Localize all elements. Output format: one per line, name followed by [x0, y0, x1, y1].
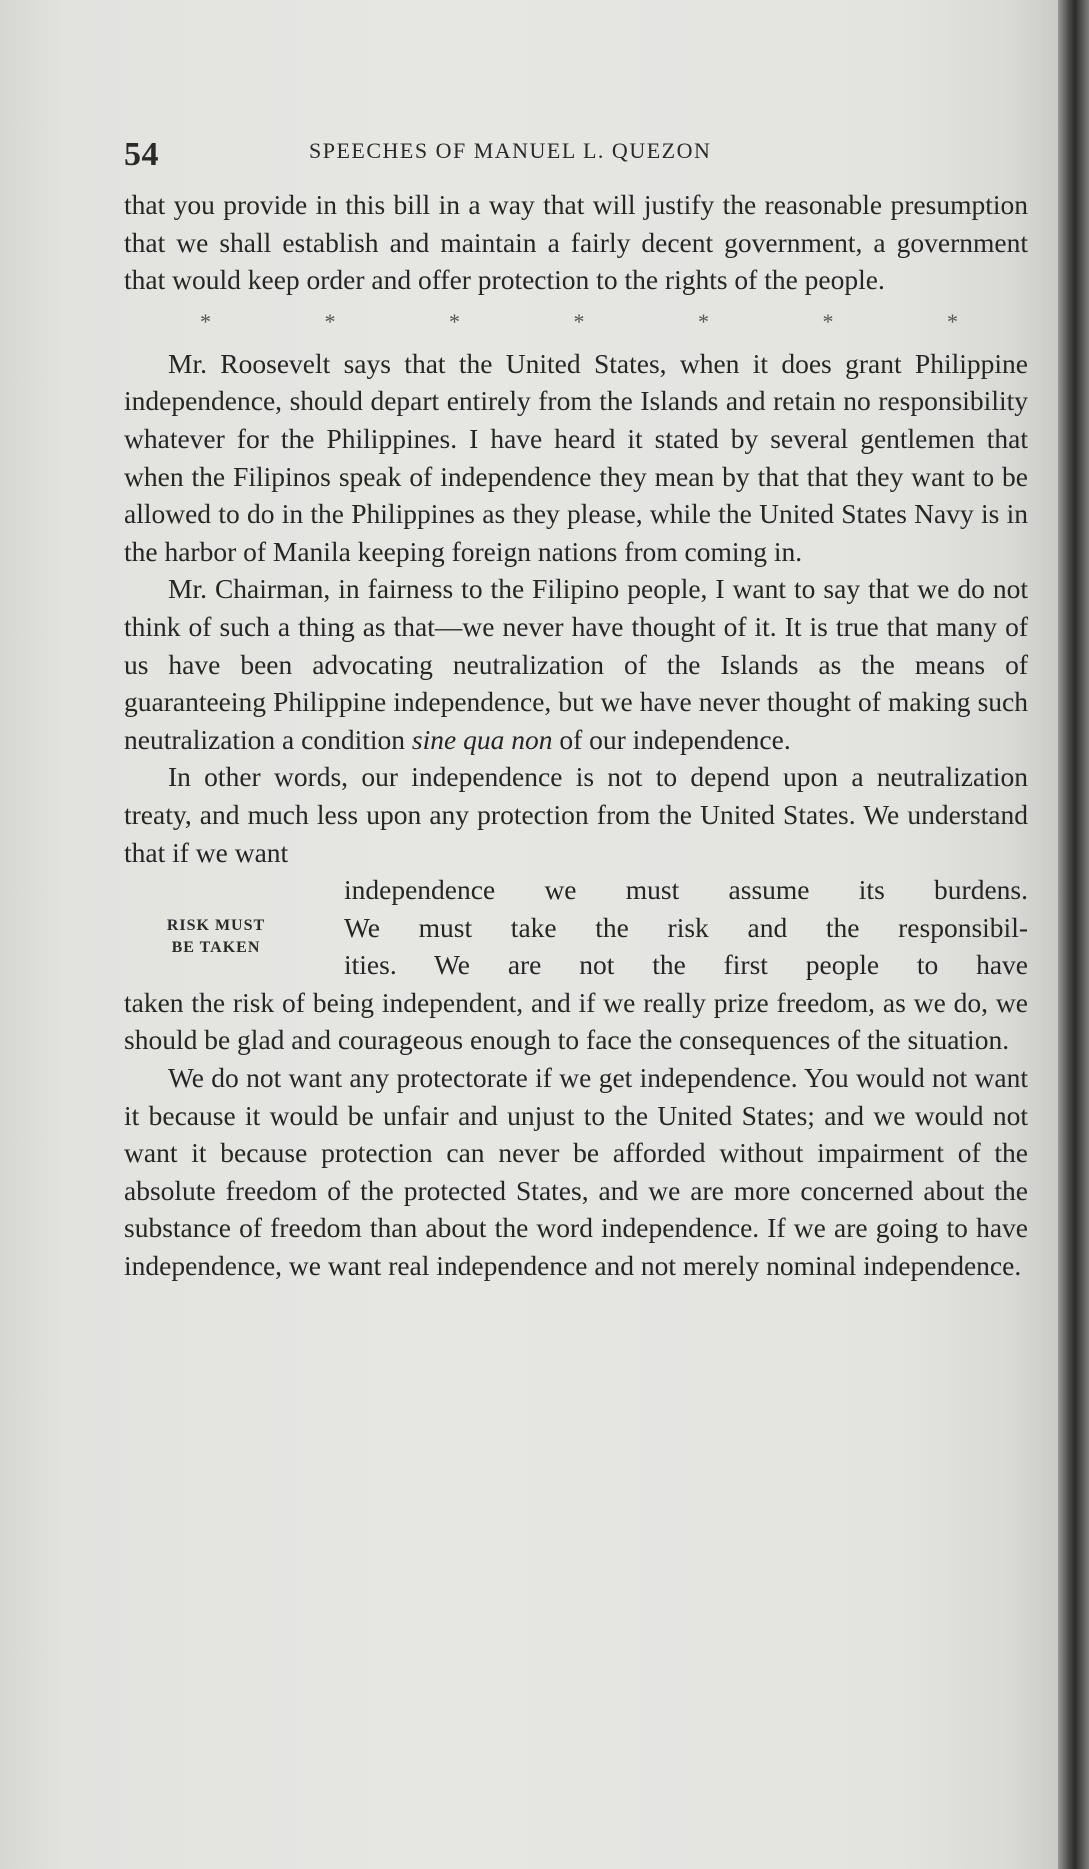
separator-asterisk: *: [324, 308, 336, 334]
margin-note-line: RISK MUST: [166, 917, 266, 935]
text-line: We must take the risk and the responsibil-: [344, 911, 1028, 943]
separator-asterisk: *: [822, 308, 834, 334]
paragraph-roosevelt: Mr. Roosevelt says that the United States, when it does grant Philippine independence, should depart entirely from the Islands and retain no responsibility whatever for the Philippines. I have heard it stated by several gentlemen that when the Filipinos speak of independence they mean by that that they want to be allowed to do in the Philippines as they please, while the United States Navy is in the harbor of Manila keeping foreign nations from coming in.: [124, 347, 1028, 567]
paragraph-chairman: [124, 570, 1028, 758]
margin-note-line: BE TAKEN: [171, 939, 261, 957]
body-text: [124, 186, 1028, 1285]
paragraph-text: Mr. Chairman, in fairness to the Filipino people, I want to say that we do not think of such a thing as that—we never have thought of it. It is true that many of us have been advocating neutralization of the Islands as the means of guaranteeing Philippine independence, but we have never thought of making such neutralization a condition: [124, 573, 1028, 755]
separator-asterisk: *: [573, 308, 585, 334]
paragraph-protectorate: We do not want any protectorate if we get independence. You would not want it because it would be unfair and unjust to the United States; and we would not want it because protection can never be afforded without impairment of the absolute freedom of the protected States, and we are more concerned about the substance of freedom than about the word independence. If we are going to have independence, we want real independence and not merely nominal independence.: [124, 1062, 1028, 1282]
separator-asterisk: *: [698, 308, 709, 334]
running-header: [124, 128, 824, 180]
separator-asterisk: *: [449, 308, 460, 334]
paragraph-continued: that you provide in this bill in a way that will justify the reasonable presumption that we shall establish and maintain a fairly decent government, a government that would keep order and offer protection to the rights of the people.: [124, 189, 1028, 296]
separator-asterisk: *: [947, 308, 958, 334]
paragraph-continued-risk: taken the risk of being independent, and if we really prize freedom, as we do, we should be glad and courageous enough to face the consequences of the situation.: [124, 986, 1028, 1056]
separator-asterisk: *: [200, 308, 211, 334]
page-number: 54: [124, 136, 159, 173]
paragraph-other-words: In other words, our independence is not to depend upon a neutralization treaty, and much less upon any protection from the United States. We understand that if we want: [124, 761, 1028, 868]
sidenote-block: [124, 871, 1028, 984]
paragraph-text: of our independence.: [552, 723, 791, 755]
running-title: SPEECHES OF MANUEL L. QUEZON: [309, 138, 712, 163]
margin-note: [124, 871, 344, 984]
book-binding-edge: [1058, 0, 1089, 1869]
text-line: independence we must assume its burdens.: [344, 874, 1028, 906]
italic-phrase: sine qua non: [411, 723, 553, 755]
text-line: ities. We are not the first people to have: [344, 949, 1028, 981]
wrapped-text: [344, 871, 1028, 984]
section-separator: [124, 299, 1028, 345]
